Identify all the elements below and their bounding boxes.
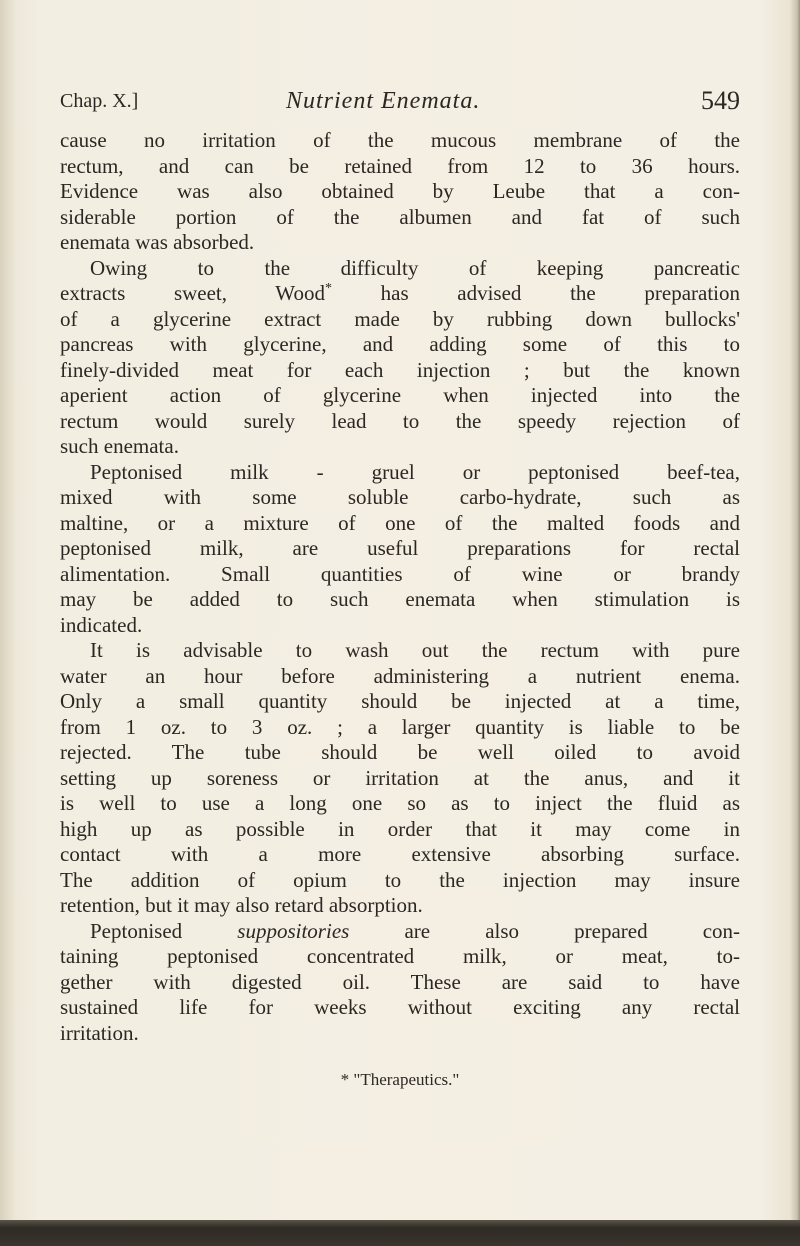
running-header — [60, 84, 740, 118]
text-line-with-footnote — [60, 281, 740, 307]
text-line: Only a small quantity should be injected at a time, — [60, 689, 740, 713]
text-line: such enemata. — [60, 434, 179, 458]
text-line: peptonised milk, are useful preparations for rectal — [60, 536, 740, 560]
page-edge-shadow — [790, 0, 800, 1246]
chapter-label: Chap. X.] — [60, 90, 139, 112]
text-line: irritation. — [60, 1020, 139, 1045]
text-line: The addition of opium to the injection may insure — [60, 867, 740, 892]
text-line: may be added to such enemata when stimulation is — [60, 587, 740, 611]
text-line: retention, but it may also retard absorption. — [60, 893, 423, 917]
text-fragment: are also prepared con- — [404, 918, 741, 943]
text-line: cause no irritation of the mucous membrane of the — [60, 128, 740, 152]
italic-term: suppositories — [237, 918, 350, 943]
text-line: high up as possible in order that it may come in — [60, 816, 740, 841]
text-line: of a glycerine extract made by rubbing down bullocks' — [60, 306, 740, 331]
text-fragment: extracts sweet, Wood — [60, 281, 325, 305]
running-title: Nutrient Enemata. — [286, 88, 481, 114]
text-line: from 1 oz. to 3 oz. ; a larger quantity is liable to be — [60, 714, 740, 739]
text-line: Owing to the difficulty of keeping pancreatic — [90, 255, 740, 280]
text-line: maltine, or a mixture of one of the malted foods and — [60, 510, 740, 535]
text-line: Peptonised milk - gruel or peptonised beef-tea, — [90, 459, 740, 484]
text-line: contact with a more extensive absorbing surface. — [60, 842, 740, 866]
body-text — [60, 128, 740, 1046]
text-line: finely-divided meat for each injection ; but the known — [60, 357, 740, 382]
text-line: enemata was absorbed. — [60, 230, 255, 254]
text-line: gether with digested oil. These are said to have — [60, 969, 740, 994]
text-fragment: has advised the preparation — [380, 281, 741, 305]
text-fragment: Peptonised — [90, 918, 183, 943]
text-line: siderable portion of the albumen and fat of such — [60, 204, 740, 229]
text-line: is well to use a long one so as to inject the fluid as — [60, 791, 740, 815]
text-line: aperient action of glycerine when injected into the — [60, 383, 740, 407]
page-bottom-edge — [0, 1220, 800, 1246]
footnote: * "Therapeutics." — [340, 1070, 460, 1089]
text-line: water an hour before administering a nutrient enema. — [60, 663, 740, 688]
text-line: alimentation. Small quantities of wine or brandy — [60, 561, 740, 586]
text-line: mixed with some soluble carbo-hydrate, such as — [60, 485, 740, 509]
text-line: rectum, and can be retained from 12 to 36 hours. — [60, 153, 740, 178]
text-line: sustained life for weeks without exciting any rectal — [60, 995, 740, 1019]
text-line: taining peptonised concentrated milk, or meat, to- — [60, 944, 740, 968]
text-line-with-italic — [60, 919, 740, 945]
page-gutter-shadow — [0, 0, 16, 1246]
text-line: pancreas with glycerine, and adding some of this to — [60, 332, 740, 356]
text-line: rectum would surely lead to the speedy rejection of — [60, 408, 740, 433]
page-number: 549 — [701, 86, 740, 115]
text-line: Evidence was also obtained by Leube that a con- — [60, 179, 740, 203]
text-line: rejected. The tube should be well oiled to avoid — [60, 740, 740, 764]
text-line: setting up soreness or irritation at the anus, and it — [60, 765, 740, 790]
footnote-marker: * — [324, 281, 332, 296]
text-line: It is advisable to wash out the rectum with pure — [90, 638, 740, 662]
text-line: indicated. — [60, 612, 143, 637]
